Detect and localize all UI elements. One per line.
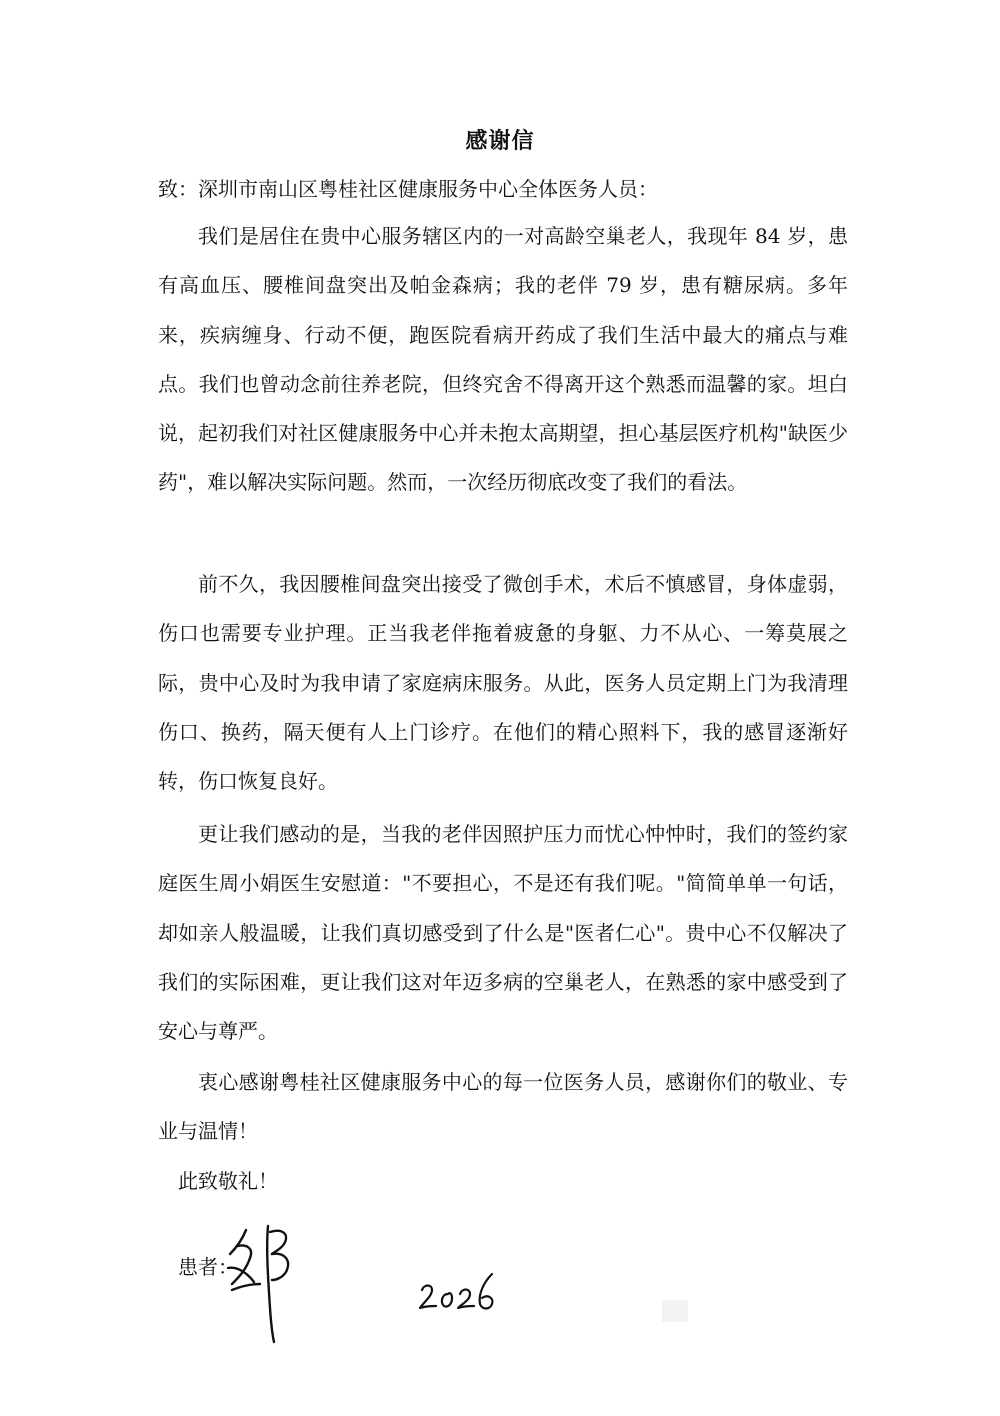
handwritten-signature	[224, 1218, 304, 1348]
paragraph-3: 更让我们感动的是，当我的老伴因照护压力而忧心忡忡时，我们的签约家庭医生周小娟医生安慰道："不要担心，不是还有我们呢。"简简单单一句话，却如亲人般温暖，让我们真切感受到了什么是"医者仁心"。贵中心不仅解决了我们的实际困难，更让我们这对年迈多病的空巢老人，在熟悉的家中感受到了安心与尊严。	[158, 822, 848, 1044]
letter-title: 感谢信	[465, 129, 535, 154]
paragraph-2: 前不久，我因腰椎间盘突出接受了微创手术，术后不慎感冒，身体虚弱，伤口也需要专业护理。正当我老伴拖着疲惫的身躯、力不从心、一筹莫展之际，贵中心及时为我申请了家庭病床服务。从此，医务人员定期上门为我清理伤口、换药，隔天便有人上门诊疗。在他们的精心照料下，我的感冒逐渐好转，伤口恢复良好。	[158, 572, 848, 794]
handwritten-date	[412, 1268, 502, 1318]
paragraph-4: 衷心感谢粤桂社区健康服务中心的每一位医务人员，感谢你们的敬业、专业与温情！	[158, 1070, 848, 1144]
faint-scan-mark	[662, 1300, 688, 1322]
signature-label: 患者：	[178, 1255, 238, 1279]
letter-closing: 此致敬礼！	[178, 1169, 278, 1193]
letter-salutation: 致：深圳市南山区粤桂社区健康服务中心全体医务人员：	[158, 177, 658, 201]
paragraph-1: 我们是居住在贵中心服务辖区内的一对高龄空巢老人，我现年 84 岁，患有高血压、腰椎间盘突出及帕金森病；我的老伴 79 岁，患有糖尿病。多年来，疾病缠身、行动不便，跑医院看病开药成了我们生活中最大的痛点与难点。我们也曾动念前往养老院，但终究舍不得离开这个熟悉而温馨的家。坦白说，起初我们对社区健康服务中心并未抱太高期望，担心基层医疗机构"缺医少药"，难以解决实际问题。然而，一次经历彻底改变了我们的看法。	[158, 224, 848, 495]
